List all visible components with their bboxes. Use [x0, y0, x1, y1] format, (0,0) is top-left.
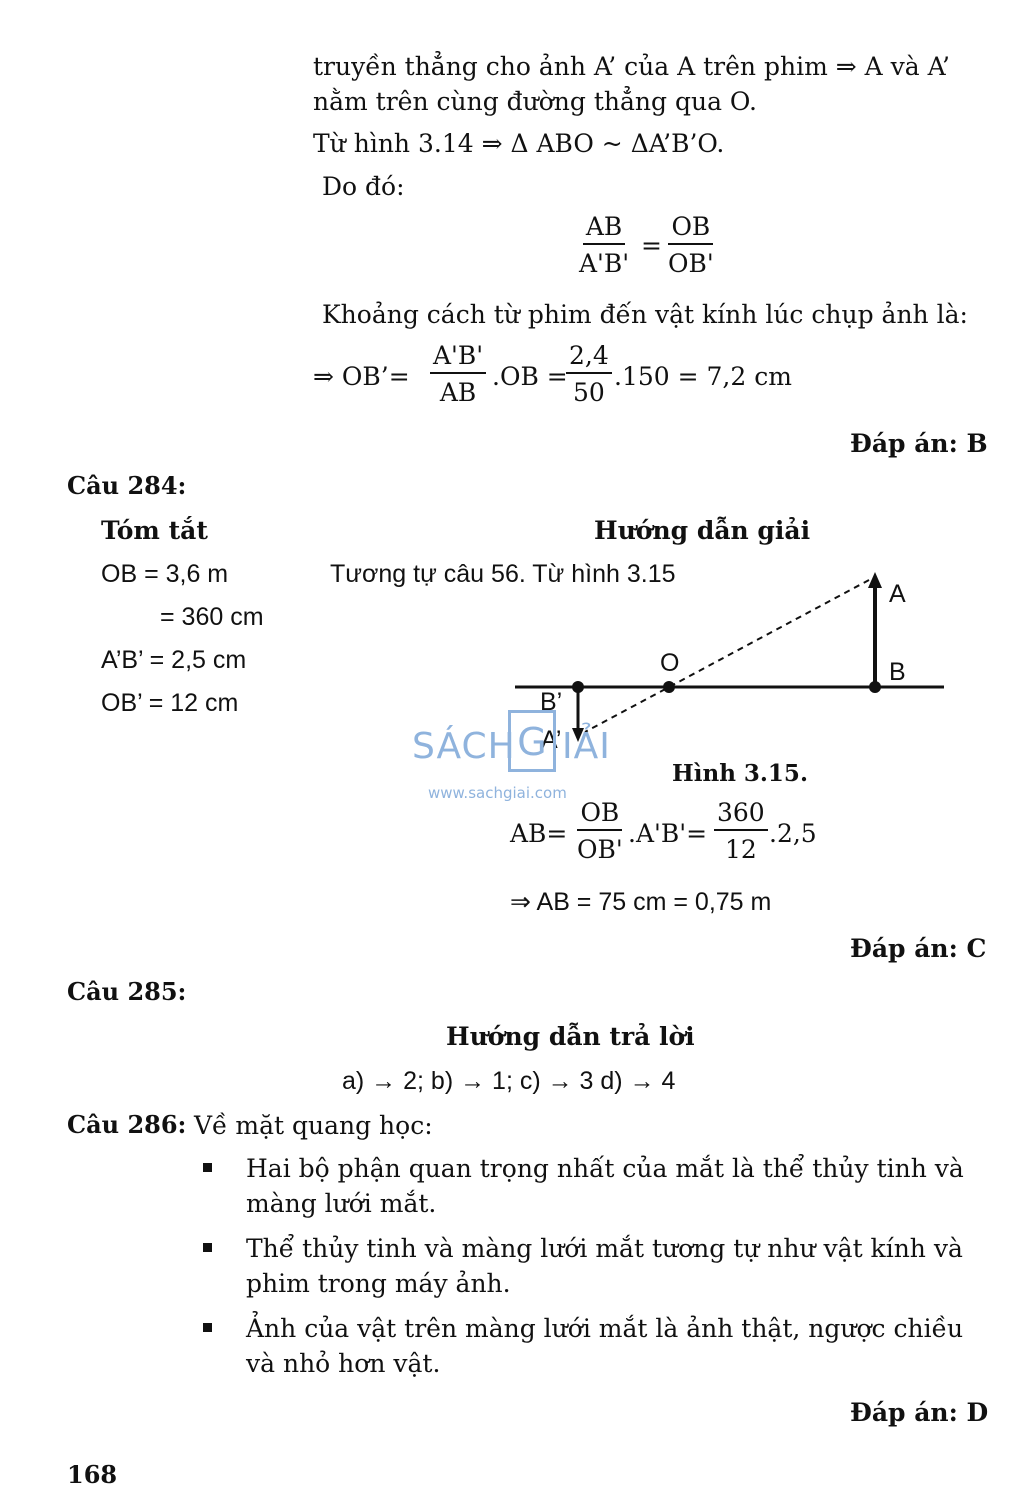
- bullet-3-line-2: và nhỏ hơn vật.: [246, 1349, 441, 1378]
- label-ap: A’: [541, 726, 562, 754]
- fraction-numerator: OB: [577, 800, 622, 831]
- calc-suffix: .150 = 7,2 cm: [614, 362, 792, 391]
- fraction-numerator: A'B': [430, 343, 486, 374]
- given-ob: OB = 3,6 m: [101, 560, 229, 588]
- label-bp: B’: [540, 688, 563, 716]
- point-o: [663, 681, 675, 693]
- calc-suffix: .2,5: [769, 819, 817, 848]
- page-number: 168: [67, 1460, 118, 1489]
- calc-prefix: AB=: [510, 819, 568, 848]
- label-a: A: [889, 580, 906, 608]
- fraction-numerator: 2,4: [566, 343, 612, 374]
- object-arrow-head: [868, 572, 882, 588]
- answer-284: Đáp án: C: [850, 934, 987, 963]
- fraction-denominator: 12: [724, 835, 757, 864]
- bullet-icon: [203, 1243, 212, 1252]
- fraction-denominator: AB: [439, 378, 477, 407]
- watermark-brand-box: G: [508, 710, 556, 772]
- watermark-brand-left: SÁCH: [412, 726, 516, 767]
- fraction-numerator: AB: [583, 214, 625, 245]
- bullet-2-line-1: Thể thủy tinh và màng lưới mắt tương tự như vật kính và: [246, 1234, 963, 1263]
- guide-title: Hướng dẫn giải: [594, 516, 811, 545]
- bullet-1-line-2: màng lưới mắt.: [246, 1189, 437, 1218]
- question-286-label: Câu 286:: [67, 1110, 187, 1139]
- bullet-3-line-1: Ảnh của vật trên màng lưới mắt là ảnh thật, ngược chiều: [246, 1314, 964, 1343]
- matching-answers: a) → 2; b) → 1; c) → 3 d) → 4: [342, 1067, 676, 1095]
- top-line-4: Do đó:: [322, 172, 405, 201]
- top-line-1: truyền thẳng cho ảnh A’ của A trên phim ⇒ A và A’: [313, 52, 950, 81]
- calc-prefix: ⇒ OB’=: [313, 362, 410, 391]
- fraction-denominator: A'B': [579, 249, 630, 278]
- point-bp: [572, 681, 584, 693]
- answer-286: Đáp án: D: [850, 1398, 989, 1427]
- watermark-url: www.sachgiai.com: [428, 784, 567, 802]
- figure-caption: Hình 3.15.: [672, 760, 808, 787]
- question-286-intro: Về mặt quang học:: [194, 1111, 433, 1140]
- fraction-360-over-12: [714, 800, 768, 862]
- fraction-denominator: OB': [577, 835, 623, 864]
- top-line-2: nằm trên cùng đường thẳng qua O.: [313, 87, 757, 116]
- bullet-icon: [203, 1323, 212, 1332]
- light-ray-dashed: [585, 580, 869, 732]
- fraction-ob-over-obp: [574, 800, 626, 862]
- bullet-icon: [203, 1163, 212, 1172]
- fraction-denominator: OB': [668, 249, 714, 278]
- given-apbp: A’B’ = 2,5 cm: [101, 646, 247, 674]
- equals-sign: =: [641, 231, 662, 260]
- label-o: O: [660, 649, 680, 677]
- guide-intro: Tương tự câu 56. Từ hình 3.15: [330, 560, 676, 588]
- top-line-3: Từ hình 3.14 ⇒ Δ ABO ~ ΔA’B’O.: [313, 129, 725, 158]
- summary-title: Tóm tắt: [101, 516, 208, 545]
- answer-guide-title: Hướng dẫn trả lời: [446, 1022, 695, 1051]
- watermark-brand-right: IẢI: [562, 726, 611, 767]
- calc-mid: .OB =: [492, 362, 568, 391]
- fraction-numerator: OB: [668, 214, 713, 245]
- point-b: [869, 681, 881, 693]
- bullet-2-line-2: phim trong máy ảnh.: [246, 1269, 511, 1298]
- label-b: B: [889, 658, 906, 686]
- fraction-numerator: 360: [714, 800, 768, 831]
- question-284-label: Câu 284:: [67, 471, 187, 500]
- fraction-denominator: 50: [572, 378, 605, 407]
- question-285-label: Câu 285:: [67, 977, 187, 1006]
- given-obp: OB’ = 12 cm: [101, 689, 239, 717]
- ab-result: ⇒ AB = 75 cm = 0,75 m: [510, 888, 772, 916]
- calc-mid: .A'B'=: [628, 819, 708, 848]
- top-line-5: Khoảng cách từ phim đến vật kính lúc chụp ảnh là:: [322, 300, 968, 329]
- answer-283: Đáp án: B: [850, 429, 988, 458]
- bullet-1-line-1: Hai bộ phận quan trọng nhất của mắt là thể thủy tinh và: [246, 1154, 964, 1183]
- given-ob-cm: = 360 cm: [160, 603, 264, 631]
